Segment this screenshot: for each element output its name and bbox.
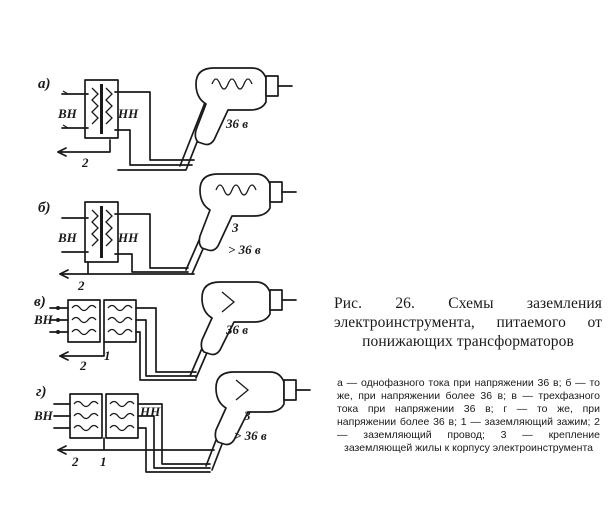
panel-d-ground-label: 2 (72, 454, 79, 469)
panel-d-letter: г) (36, 384, 47, 400)
panel-b-ground-label: 2 (78, 278, 85, 293)
panel-b-voltage: > 36 в (228, 242, 261, 257)
panel-a-ground-label: 2 (82, 155, 89, 170)
panel-d (33, 372, 310, 472)
figure-caption-title: Рис. 26. Схемы заземления электроинструмента, питаемого от понижающих трансформаторов (334, 295, 602, 350)
panel-b-letter: б) (38, 200, 51, 216)
panel-c-primary-label: ВН (34, 312, 53, 327)
panel-c (33, 282, 296, 380)
panel-d-secondary-label: НН (140, 404, 161, 419)
panel-b-primary-label: ВН (58, 230, 77, 245)
panel-c-letter: в) (34, 294, 46, 310)
panel-a-voltage: 36 в (226, 116, 249, 131)
panel-c-ground-label: 2 (80, 358, 87, 373)
panel-d-mark-3: 3 (244, 408, 251, 423)
panel-a-primary-label: ВН (58, 106, 77, 121)
panel-b-mark-3: 3 (232, 220, 239, 235)
panel-b-secondary-label: НН (118, 230, 139, 245)
panel-a-secondary-winding (106, 88, 112, 124)
panel-a-primary-winding (92, 88, 98, 124)
panel-c-voltage: 36 в (226, 322, 249, 337)
figure-caption-legend: а — однофазного тока при напряжении 36 в; б — то же, при напряжении более 36 в; в — трехфазного тока при напряжении 36 в; г — то же, при напряжении более 36 в; 1 — заземляющий зажим; 2 — заземляющий провод; 3 — крепление заземляющей жилы к корпусу электроинструмента (337, 377, 600, 454)
panel-a-secondary-label: НН (118, 106, 139, 121)
panel-d-clamp-label: 1 (100, 454, 107, 469)
panel-c-drill (201, 282, 270, 355)
panel-c-clamp-label: 1 (104, 348, 111, 363)
panel-a (38, 68, 292, 170)
panel-a-letter: а) (38, 76, 51, 92)
panel-d-voltage: > 36 в (234, 428, 267, 443)
panel-b (38, 174, 296, 293)
panel-d-primary-label: ВН (34, 408, 53, 423)
